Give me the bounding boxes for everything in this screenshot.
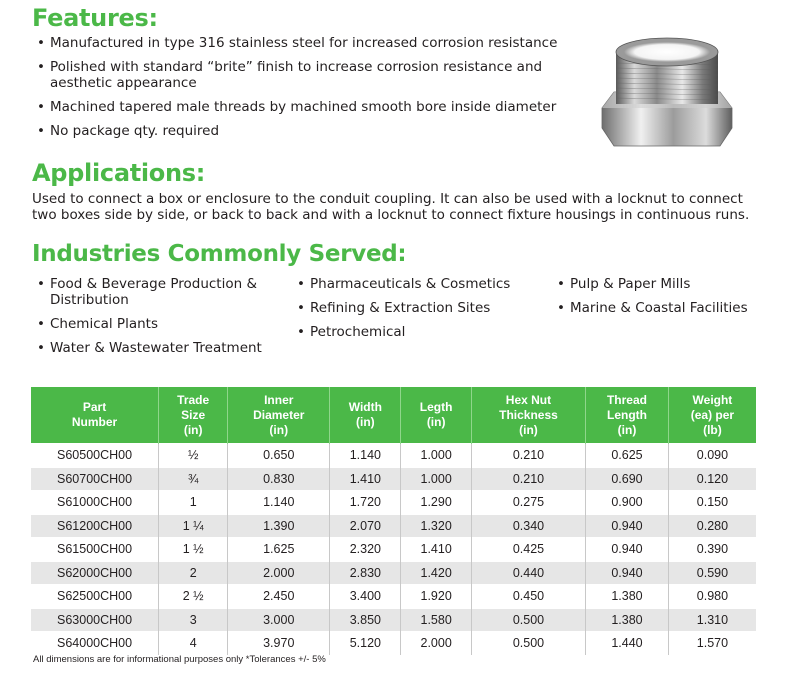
table-cell: 1.720	[330, 491, 401, 515]
table-cell: 0.210	[471, 444, 585, 468]
table-cell: 2.450	[228, 585, 330, 609]
table-row	[31, 514, 756, 538]
table-cell: 1.290	[401, 491, 471, 515]
industry-item: • Water & Wastewater Treatment	[35, 340, 285, 356]
table-cell: 1.000	[401, 444, 471, 468]
table-cell: 0.425	[471, 538, 585, 562]
table-cell: ½	[159, 444, 228, 468]
table-cell: 1.310	[668, 608, 756, 632]
table-cell: 1 ½	[159, 538, 228, 562]
table-cell: 1.410	[330, 467, 401, 491]
table-cell: 0.440	[471, 561, 585, 585]
table-cell: 0.940	[586, 561, 669, 585]
table-cell: 1.580	[401, 608, 471, 632]
table-header-row	[31, 387, 756, 444]
table-cell: 0.625	[586, 444, 669, 468]
table-cell: S62000CH00	[31, 561, 159, 585]
table-cell: 0.450	[471, 585, 585, 609]
column-header-line: Inner	[264, 392, 294, 407]
table-cell: 1.320	[401, 514, 471, 538]
feature-item: • No package qty. required	[35, 123, 575, 139]
industries-column	[295, 276, 545, 348]
table-cell: S60500CH00	[31, 444, 159, 468]
table-cell: 1.380	[586, 585, 669, 609]
table-cell: 0.690	[586, 467, 669, 491]
table-cell: 2	[159, 561, 228, 585]
features-list	[35, 35, 575, 147]
column-header-line: Width	[348, 400, 382, 414]
table-cell: 1.140	[228, 491, 330, 515]
feature-item: • Manufactured in type 316 stainless steel for increased corrosion resistance	[35, 35, 575, 51]
table-cell: 0.340	[471, 514, 585, 538]
applications-heading: Applications:	[32, 159, 206, 187]
table-row	[31, 491, 756, 515]
applications-text: Used to connect a box or enclosure to the conduit coupling. It can also be used with a locknut to connect two boxes side by side, or back to back and with a locknut to connect fixture housings in continuous runs.	[32, 191, 750, 223]
table-cell: S60700CH00	[31, 467, 159, 491]
table-cell: 3.400	[330, 585, 401, 609]
table-cell: S61200CH00	[31, 514, 159, 538]
table-cell: 0.390	[668, 538, 756, 562]
table-cell: 5.120	[330, 632, 401, 655]
table-body	[31, 444, 756, 655]
table-cell: 1.920	[401, 585, 471, 609]
column-header	[401, 387, 471, 444]
table-cell: S61500CH00	[31, 538, 159, 562]
table-cell: 0.590	[668, 561, 756, 585]
column-header-line: Number	[71, 415, 118, 429]
industries-heading: Industries Commonly Served:	[32, 241, 407, 267]
feature-item: • Polished with standard “brite” finish to increase corrosion resistance and aesthetic appearance	[35, 59, 575, 91]
table-cell: 3.850	[330, 608, 401, 632]
column-header	[471, 387, 585, 444]
industry-item: • Petrochemical	[295, 324, 545, 340]
column-header-line: Hex Nut	[505, 392, 552, 407]
table-cell: 1.000	[401, 467, 471, 491]
table-cell: 0.940	[586, 538, 669, 562]
footnote: All dimensions are for informational purposes only *Tolerances +/- 5%	[33, 654, 326, 665]
table-cell: 1.390	[228, 514, 330, 538]
column-header-line: Size	[181, 407, 206, 422]
table-cell: 0.830	[228, 467, 330, 491]
table-cell: 0.500	[471, 632, 585, 655]
table-cell: 0.275	[471, 491, 585, 515]
column-header	[330, 387, 401, 444]
table-cell: 3.970	[228, 632, 330, 655]
column-header-line: Diameter	[253, 407, 305, 422]
column-header-line: Thickness	[499, 407, 558, 422]
column-header	[668, 387, 756, 444]
table-cell: 0.500	[471, 608, 585, 632]
column-header-line: Trade	[177, 392, 210, 407]
table-cell: 1.570	[668, 632, 756, 655]
column-header-line: (in)	[519, 422, 538, 437]
column-header-line: Length	[606, 407, 647, 422]
table-cell: 2 ½	[159, 585, 228, 609]
specifications-table	[31, 387, 756, 655]
table-row	[31, 585, 756, 609]
industry-item: • Pharmaceuticals & Cosmetics	[295, 276, 545, 292]
features-heading: Features:	[32, 4, 158, 32]
table-cell: 0.650	[228, 444, 330, 468]
column-header-line: Thread	[606, 392, 647, 407]
table-row	[31, 444, 756, 468]
table-cell: 2.830	[330, 561, 401, 585]
conduit-bushing-image	[592, 30, 742, 160]
industry-item: • Food & Beverage Production & Distribution	[35, 276, 285, 308]
table-row	[31, 538, 756, 562]
table-cell: 2.000	[401, 632, 471, 655]
column-header-line: (in)	[356, 415, 375, 429]
table-cell: 1	[159, 491, 228, 515]
column-header	[159, 387, 228, 444]
table-cell: 0.940	[586, 514, 669, 538]
column-header-line: (in)	[426, 415, 446, 429]
column-header-line: (in)	[183, 422, 203, 437]
table-cell: 1.380	[586, 608, 669, 632]
industries-column	[35, 276, 285, 364]
table-cell: 2.000	[228, 561, 330, 585]
table-cell: 3.000	[228, 608, 330, 632]
table-cell: 0.280	[668, 514, 756, 538]
table-cell: 0.900	[586, 491, 669, 515]
table-cell: 1.410	[401, 538, 471, 562]
table-cell: S62500CH00	[31, 585, 159, 609]
feature-item: • Machined tapered male threads by machined smooth bore inside diameter	[35, 99, 575, 115]
table-cell: 1.140	[330, 444, 401, 468]
column-header-line: Weight	[692, 392, 733, 407]
column-header	[586, 387, 669, 444]
industry-item: • Chemical Plants	[35, 316, 285, 332]
table-cell: 0.120	[668, 467, 756, 491]
table-cell: 0.210	[471, 467, 585, 491]
table-cell: S63000CH00	[31, 608, 159, 632]
industry-item: • Pulp & Paper Mills	[555, 276, 775, 292]
table-cell: 0.090	[668, 444, 756, 468]
industry-item: • Refining & Extraction Sites	[295, 300, 545, 316]
table-row	[31, 467, 756, 491]
table-row	[31, 632, 756, 655]
table-cell: S61000CH00	[31, 491, 159, 515]
column-header	[228, 387, 330, 444]
table-cell: 1.420	[401, 561, 471, 585]
column-header-line: (lb)	[703, 422, 722, 437]
table-row	[31, 608, 756, 632]
column-header-line: Part	[82, 400, 107, 414]
table-cell: 0.150	[668, 491, 756, 515]
industry-item: • Marine & Coastal Facilities	[555, 300, 775, 316]
table-cell: 1 ¼	[159, 514, 228, 538]
column-header-line: Legth	[419, 400, 453, 414]
column-header-line: (ea) per	[690, 407, 735, 422]
column-header-line: (in)	[269, 422, 289, 437]
table-cell: 3	[159, 608, 228, 632]
table-cell: 0.980	[668, 585, 756, 609]
table-cell: S64000CH00	[31, 632, 159, 655]
table-cell: ¾	[159, 467, 228, 491]
table-cell: 1.440	[586, 632, 669, 655]
industries-column	[555, 276, 775, 324]
column-header-line: (in)	[617, 422, 637, 437]
table-cell: 2.320	[330, 538, 401, 562]
column-header	[31, 387, 159, 444]
table-row	[31, 561, 756, 585]
table-cell: 2.070	[330, 514, 401, 538]
table-cell: 1.625	[228, 538, 330, 562]
table-cell: 4	[159, 632, 228, 655]
